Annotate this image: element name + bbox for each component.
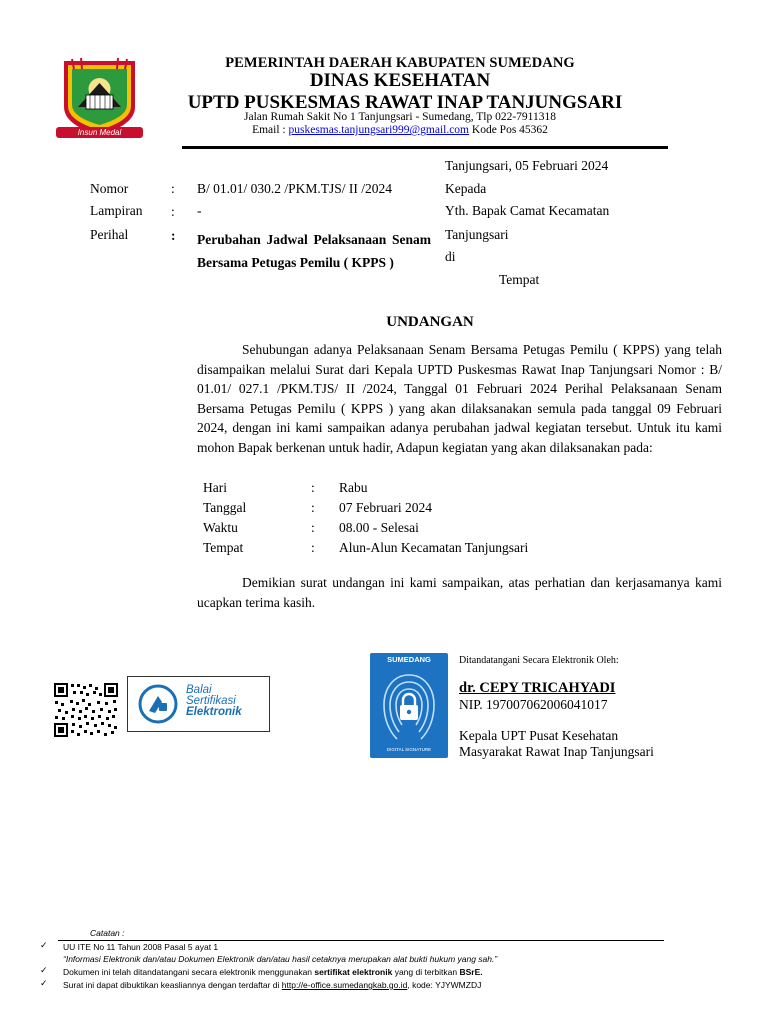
- signer-nip: NIP. 197007062006041017: [459, 697, 608, 712]
- bsre-line3: Elektronik: [186, 706, 242, 718]
- signer-position-line1: Kepala UPT Pusat Kesehatan: [459, 728, 619, 743]
- fingerprint-lock-icon: [379, 669, 439, 745]
- agenda-value: 08.00 - Selesai: [339, 520, 419, 535]
- signer-position-line2: Masyarakat Rawat Inap Tanjungsari: [459, 744, 654, 759]
- bsre-line2: Sertifikasi: [186, 695, 236, 707]
- letter-title: UNDANGAN: [386, 314, 474, 330]
- perihal-value: Perubahan Jadwal Pelaksanaan Senam Bersama Petugas Pemilu ( KPPS ): [197, 232, 431, 270]
- esign-text-c: yang di terbitkan: [392, 967, 460, 977]
- header-department: DINAS KESEHATAN: [309, 70, 491, 91]
- nomor-value: B/ 01.01/ 030.2 /PKM.TJS/ II /2024: [197, 181, 393, 196]
- logo-ribbon-text: Insun Medal: [77, 128, 122, 137]
- check-icon: ✓: [40, 965, 48, 975]
- agenda-colon: :: [311, 540, 315, 555]
- bsre-line1: Balai: [186, 684, 212, 696]
- perihal-label: Perihal: [90, 227, 129, 242]
- agenda-colon: :: [311, 500, 315, 515]
- footer-esign-note: [63, 967, 483, 977]
- perihal-colon: :: [171, 228, 176, 243]
- email-link[interactable]: puskesmas.tanjungsari999@gmail.com: [288, 124, 470, 136]
- agenda-label: Tempat: [203, 540, 244, 555]
- header-institution: UPTD PUSKESMAS RAWAT INAP TANJUNGSARI: [187, 92, 623, 113]
- body-paragraph: Sehubungan adanya Pelaksanaan Senam Bersama Petugas Pemilu ( KPPS) yang telah disampaikan melalui Surat dari Kepala UPTD Puskesmas Rawat Inap Tanjungsari Nomor : B/ 01.01/ 027.1 /PKM.TJS/ II /2024, Tanggal 01 Februari 2024 Perihal Pelaksanaan Senam Bersama Petugas Pemilu ( KPPS ) yang akan dilaksanakan semula pada tanggal 09 Februari 2024, dengan ini kami sampaikan adanya perubahan jadwal kegiatan tersebut. Untuk itu kami mohon Bapak berkenan untuk hadir, Adapun kegiatan yang akan dilaksanakan pada:: [197, 342, 722, 455]
- bsre-emblem-icon: [138, 684, 178, 724]
- agenda-colon: :: [311, 480, 315, 495]
- badge-title: SUMEDANG: [387, 655, 431, 664]
- esign-text-b: sertifikat elektronik: [314, 967, 393, 977]
- recipient-di: di: [445, 249, 456, 264]
- agenda-colon: :: [311, 520, 315, 535]
- esign-text-a: Dokumen ini telah ditandatangani secara elektronik menggunakan: [63, 967, 315, 977]
- header-government: PEMERINTAH DAERAH KABUPATEN SUMEDANG: [225, 55, 575, 71]
- verify-code: , kode: YJYWMZDJ: [407, 980, 482, 990]
- digital-signature-badge: [370, 653, 448, 758]
- agenda-row: [203, 540, 528, 560]
- recipient-place: Tanjungsari: [445, 227, 509, 242]
- lampiran-value: -: [197, 203, 202, 218]
- nomor-colon: :: [171, 181, 175, 196]
- signer-name: dr. CEPY TRICAHYADI: [459, 680, 616, 696]
- agenda-value: 07 Februari 2024: [339, 500, 432, 515]
- header-divider: [182, 146, 668, 149]
- agenda-value: Alun-Alun Kecamatan Tanjungsari: [339, 540, 529, 555]
- agenda-row: [203, 520, 528, 540]
- verify-text-a: Surat ini dapat dibuktikan keasliannya dengan terdaftar di: [63, 980, 282, 990]
- closing-paragraph: Demikian surat undangan ini kami sampaikan, atas perhatian dan kerjasamanya kami ucapkan terima kasih.: [197, 575, 722, 610]
- agenda-label: Waktu: [203, 520, 238, 535]
- check-icon: ✓: [40, 940, 48, 950]
- email-label: Email :: [252, 124, 289, 136]
- recipient-yth: Yth. Bapak Camat Kecamatan: [445, 203, 610, 218]
- lampiran-colon: :: [171, 204, 175, 219]
- nomor-label: Nomor: [90, 181, 129, 196]
- notes-heading: Catatan :: [90, 928, 125, 938]
- agenda-row: [203, 480, 528, 500]
- agenda-row: [203, 500, 528, 520]
- header-contact: [165, 124, 635, 136]
- agenda-label: Hari: [203, 480, 227, 495]
- agenda-table: [203, 480, 528, 560]
- agenda-value: Rabu: [339, 480, 368, 495]
- signed-by-caption: Ditandatangani Secara Elektronik Oleh:: [459, 655, 619, 666]
- agenda-label: Tanggal: [203, 500, 247, 515]
- bsre-logo-box: [127, 676, 270, 732]
- eoffice-link[interactable]: http://e-office.sumedangkab.go.id: [281, 980, 408, 990]
- footer-law-reference: UU ITE No 11 Tahun 2008 Pasal 5 ayat 1: [63, 942, 219, 952]
- notes-divider: [58, 940, 664, 941]
- footer-law-quote: “Informasi Elektronik dan/atau Dokumen Elektronik dan/atau hasil cetaknya merupakan alat bukti hukum yang sah.”: [63, 954, 498, 964]
- footer-verification-note: [63, 980, 481, 990]
- recipient-kepada: Kepada: [445, 181, 487, 196]
- header-address: Jalan Rumah Sakit No 1 Tanjungsari - Sumedang, Tlp 022-7911318: [243, 111, 556, 123]
- postal-code: Kode Pos 45362: [469, 124, 548, 136]
- badge-caption: DIGITAL SIGNATURE: [386, 747, 432, 752]
- lampiran-label: Lampiran: [90, 203, 143, 218]
- esign-text-d: BSrE.: [459, 967, 483, 977]
- letter-date: Tanjungsari, 05 Februari 2024: [445, 158, 609, 173]
- qr-code: [53, 682, 119, 738]
- check-icon: ✓: [40, 978, 48, 988]
- recipient-tempat: Tempat: [499, 272, 540, 287]
- regency-logo: [52, 55, 147, 141]
